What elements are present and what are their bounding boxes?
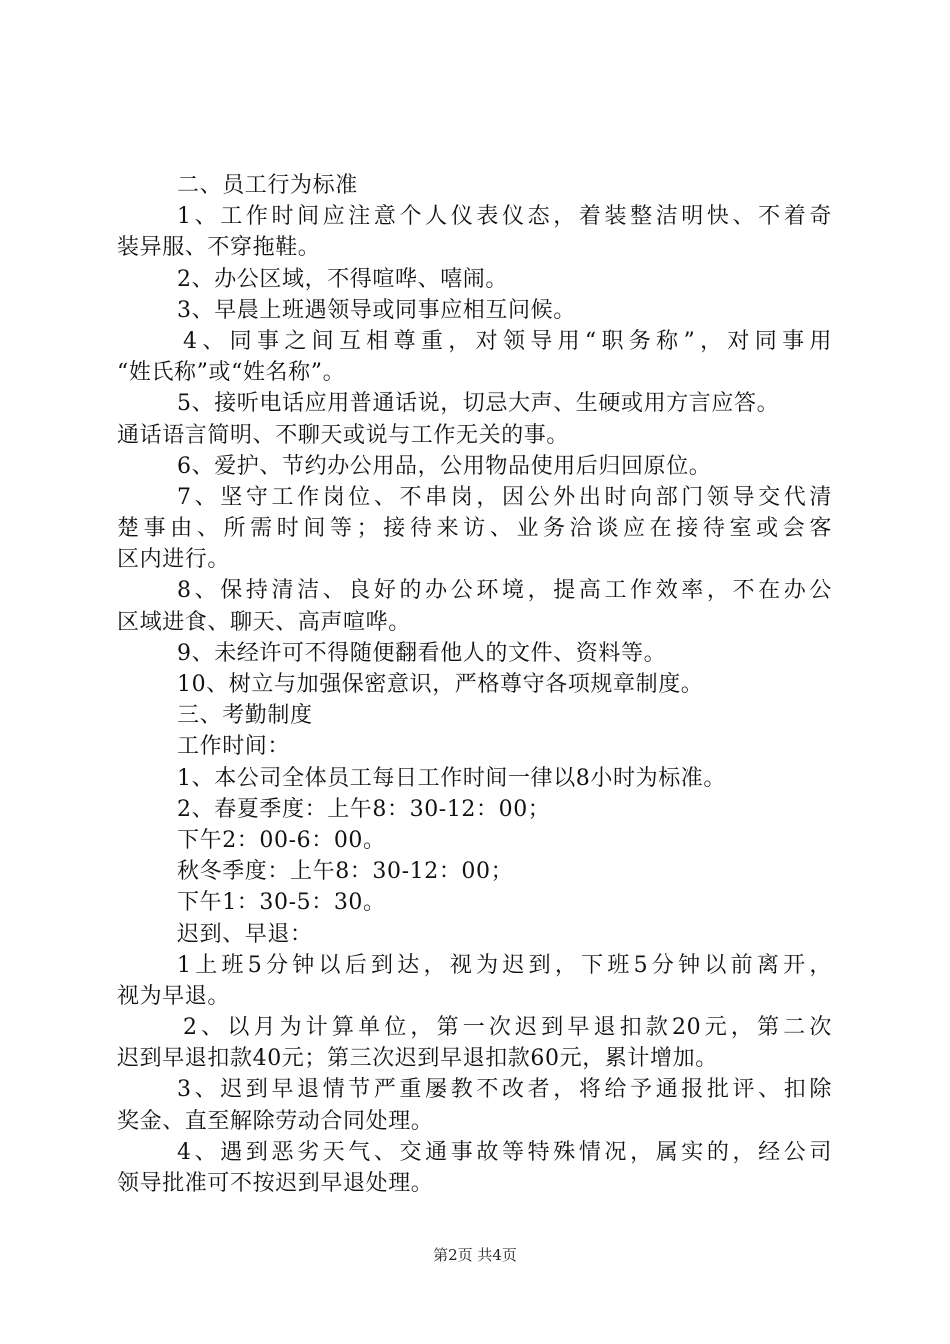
paragraph-line: 7、坚守工作岗位、不串岗，因公外出时向部门领导交代清 — [177, 484, 832, 510]
paragraph-line: 秋冬季度：上午8：30-12：00； — [177, 859, 514, 885]
paragraph-line: 视为早退。 — [117, 983, 231, 1009]
paragraph-line: 4、遇到恶劣天气、交通事故等特殊情况，属实的，经公司 — [177, 1139, 832, 1165]
paragraph-line: 2、办公区域，不得喧哗、嘻闹。 — [177, 266, 508, 292]
paragraph-line: 10、树立与加强保密意识，严格尊守各项规章制度。 — [177, 672, 704, 697]
paragraph-line: “姓氏称”或“姓名称”。 — [117, 360, 346, 386]
paragraph-line: 区域进食、聊天、高声喧哗。 — [117, 609, 411, 635]
paragraph-line: 9、未经许可不得随便翻看他人的文件、资料等。 — [177, 640, 667, 666]
document-body — [117, 170, 832, 1199]
paragraph-line: 3、早晨上班遇领导或同事应相互问候。 — [177, 297, 576, 323]
paragraph-line: 6、爱护、节约办公用品，公用物品使用后归回原位。 — [177, 453, 712, 479]
paragraph-line: 通话语言简明、不聊天或说与工作无关的事。 — [117, 422, 570, 448]
subheading-working-hours: 工作时间： — [177, 734, 291, 760]
paragraph-line: 装异服、不穿拖鞋。 — [117, 235, 321, 261]
paragraph-line: 下午2：00-6：00。 — [177, 827, 386, 853]
section-heading-employee-conduct: 二、员工行为标准 — [177, 173, 358, 198]
paragraph-line: 2、以月为计算单位，第一次迟到早退扣款20元，第二次 — [183, 1015, 832, 1041]
paragraph-line: 3、迟到早退情节严重屡教不改者，将给予通报批评、扣除 — [177, 1077, 832, 1103]
paragraph-line: 4、同事之间互相尊重，对领导用“职务称”，对同事用 — [183, 328, 832, 354]
paragraph-line: 奖金、直至解除劳动合同处理。 — [117, 1108, 434, 1134]
paragraph-line: 8、保持清洁、良好的办公环境，提高工作效率，不在办公 — [177, 578, 832, 604]
paragraph-line: 迟到早退扣款40元；第三次迟到早退扣款60元，累计增加。 — [117, 1046, 718, 1072]
section-heading-attendance: 三、考勤制度 — [177, 703, 313, 729]
paragraph-line: 领导批准可不按迟到早退处理。 — [117, 1171, 434, 1196]
page-number-footer: 第2页 共4页 — [433, 1246, 517, 1264]
paragraph-line: 2、春夏季度：上午8：30-12：00； — [177, 796, 551, 822]
paragraph-line: 1、本公司全体员工每日工作时间一律以8小时为标准。 — [177, 765, 726, 791]
paragraph-line: 1、工作时间应注意个人仪表仪态，着装整洁明快、不着奇 — [177, 204, 832, 230]
paragraph-line: 1上班5分钟以后到达，视为迟到，下班5分钟以前离开， — [177, 952, 832, 978]
subheading-late-early-leave: 迟到、早退： — [177, 921, 313, 947]
paragraph-line: 楚事由、所需时间等；接待来访、业务洽谈应在接待室或会客 — [117, 516, 832, 542]
paragraph-line: 5、接听电话应用普通话说，切忌大声、生硬或用方言应答。 — [177, 391, 780, 417]
paragraph-line: 下午1：30-5：30。 — [177, 890, 386, 916]
paragraph-line: 区内进行。 — [117, 547, 231, 573]
